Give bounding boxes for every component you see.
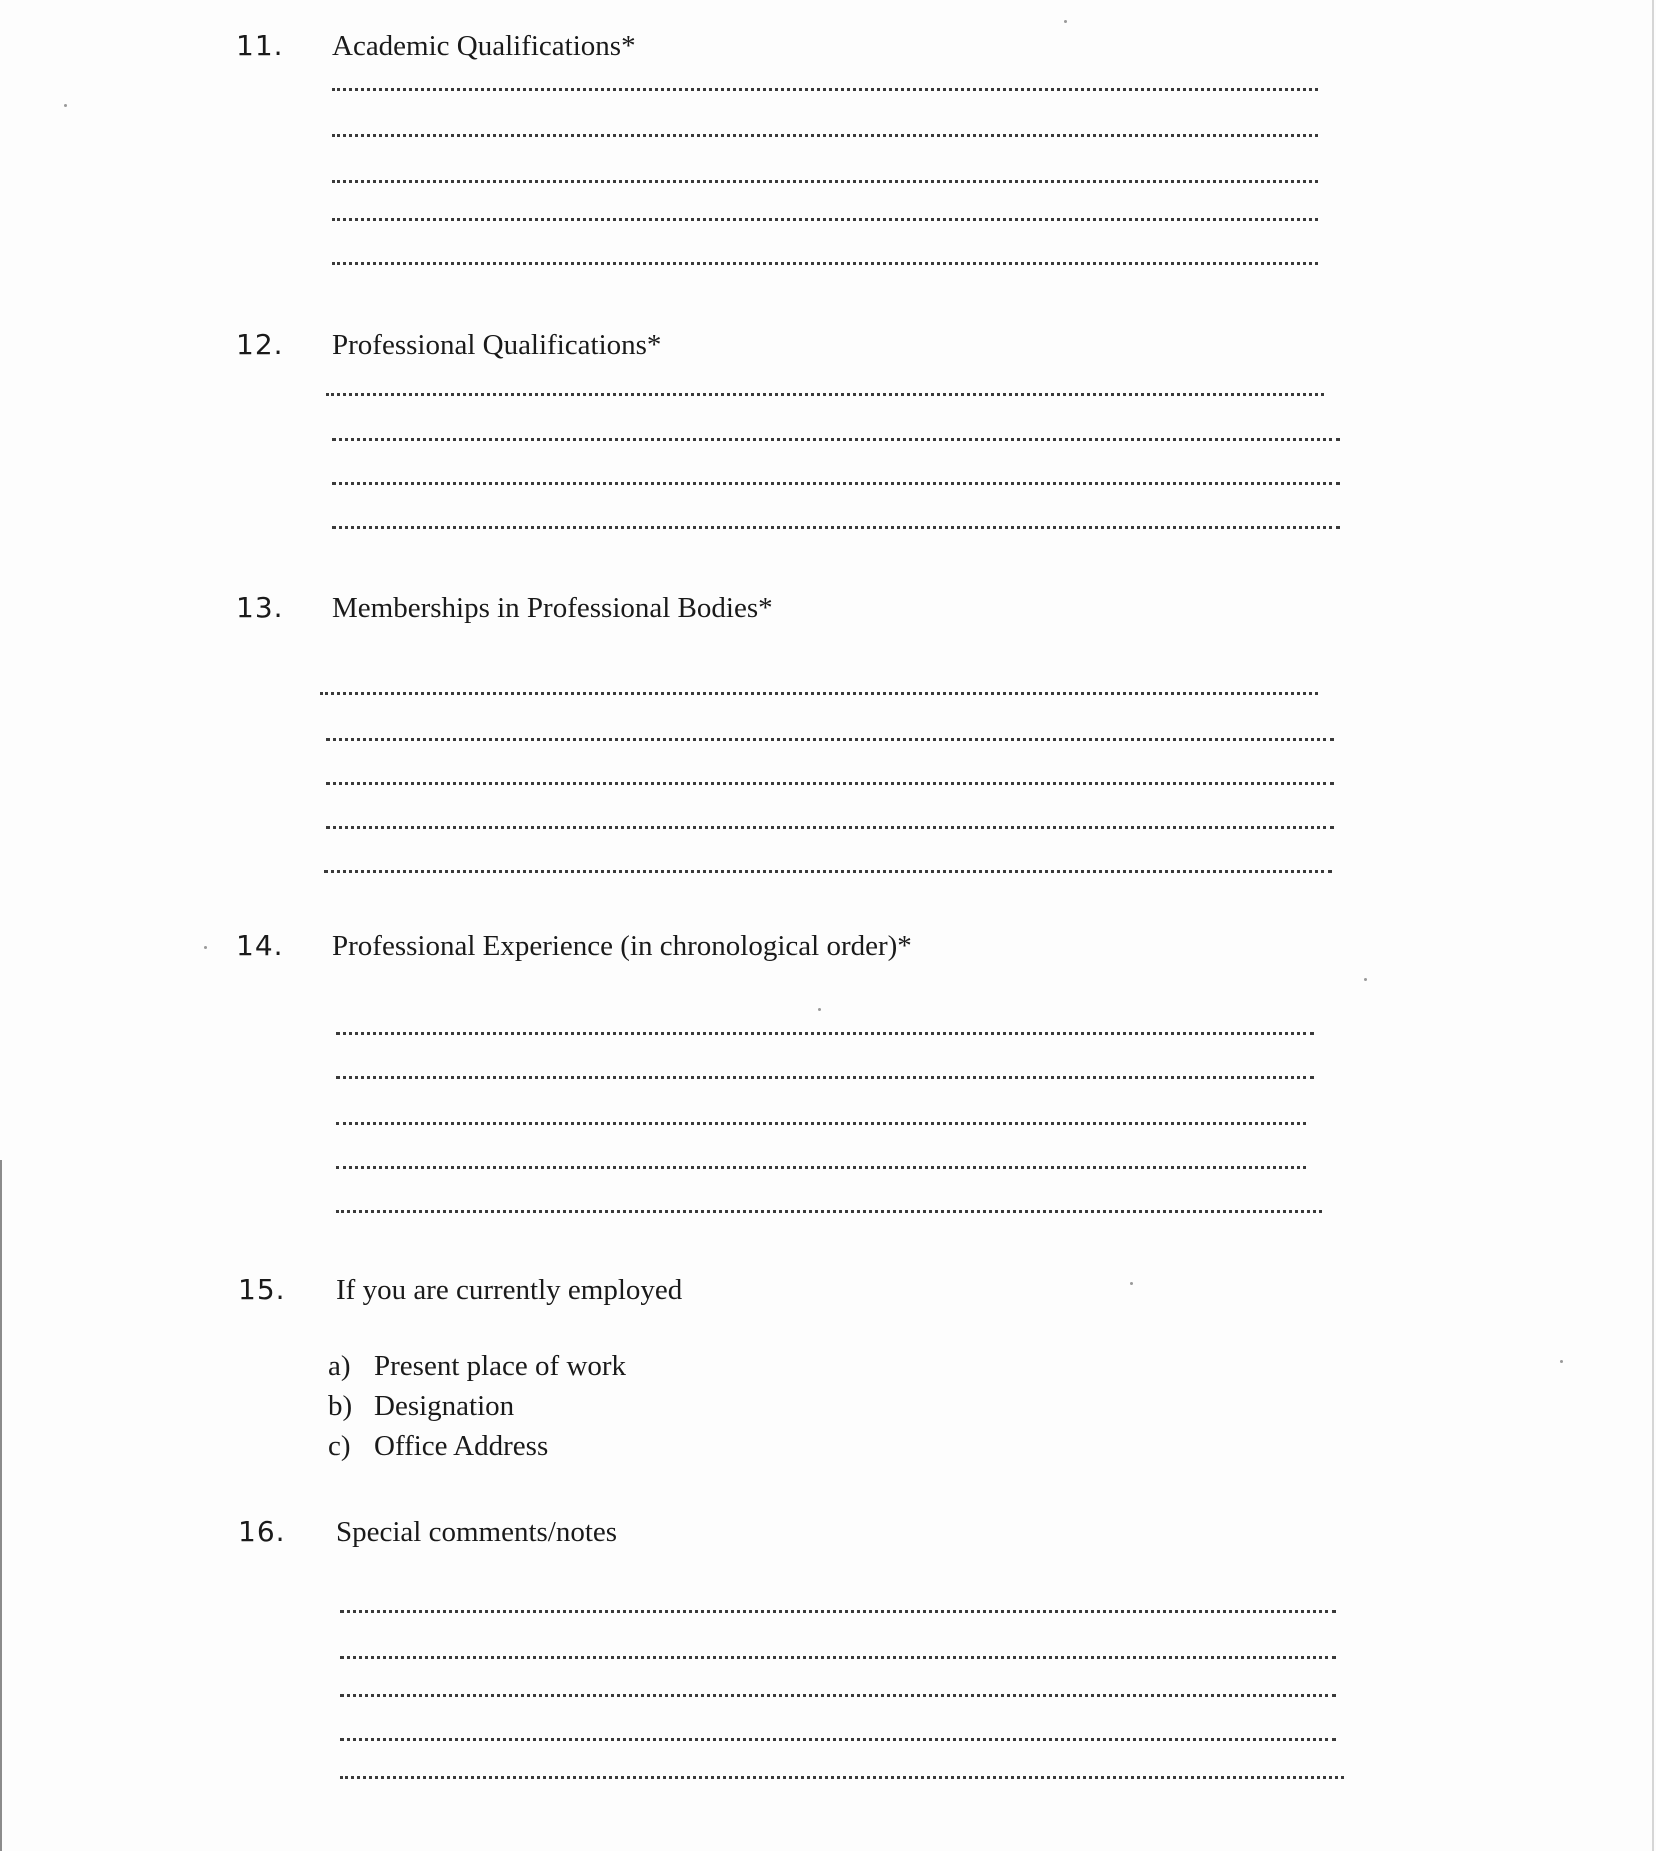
answer-line[interactable] — [340, 1656, 1336, 1659]
answer-line[interactable] — [332, 218, 1318, 221]
scan-speck — [1560, 1360, 1563, 1363]
item-label: Present place of work — [374, 1350, 627, 1382]
answer-line[interactable] — [332, 438, 1340, 441]
answer-line[interactable] — [332, 262, 1318, 265]
section-number: 14. — [236, 929, 284, 962]
answer-line[interactable] — [332, 482, 1340, 485]
item-marker: b) — [328, 1390, 353, 1422]
answer-line[interactable] — [336, 1076, 1314, 1079]
answer-line[interactable] — [340, 1738, 1336, 1741]
scan-speck — [204, 946, 207, 949]
answer-line[interactable] — [340, 1694, 1336, 1697]
answer-line[interactable] — [336, 1122, 1306, 1125]
answer-line[interactable] — [336, 1032, 1314, 1035]
answer-line[interactable] — [332, 180, 1318, 183]
item-marker: c) — [328, 1430, 351, 1462]
answer-line[interactable] — [332, 88, 1318, 91]
page-edge-left — [0, 1160, 2, 1851]
list-item — [328, 1426, 626, 1466]
section-title: If you are currently employed — [336, 1274, 683, 1306]
answer-line[interactable] — [336, 1166, 1306, 1169]
section-title: Academic Qualifications* — [332, 30, 636, 62]
section-title: Professional Qualifications* — [332, 329, 662, 361]
answer-line[interactable] — [336, 1210, 1322, 1213]
item-label: Office Address — [374, 1430, 549, 1462]
answer-line[interactable] — [320, 692, 1318, 695]
section-number: 13. — [236, 591, 284, 624]
item-marker: a) — [328, 1350, 351, 1382]
answer-line[interactable] — [332, 526, 1340, 529]
page-edge-right — [1652, 0, 1654, 1851]
answer-line[interactable] — [332, 134, 1318, 137]
answer-line[interactable] — [340, 1776, 1344, 1779]
section-number: 16. — [238, 1515, 286, 1548]
answer-line[interactable] — [326, 393, 1324, 396]
list-item — [328, 1386, 626, 1426]
section-number: 11. — [236, 29, 284, 62]
answer-line[interactable] — [326, 782, 1334, 785]
answer-line[interactable] — [326, 738, 1334, 741]
answer-line[interactable] — [340, 1610, 1336, 1613]
employment-details-list — [328, 1346, 626, 1466]
section-number: 15. — [238, 1273, 286, 1306]
answer-line[interactable] — [324, 870, 1332, 873]
scan-speck — [1064, 20, 1067, 23]
section-title: Special comments/notes — [336, 1516, 618, 1548]
scan-speck — [818, 1008, 821, 1011]
section-number: 12. — [236, 328, 284, 361]
section-title: Professional Experience (in chronological order)* — [332, 930, 912, 962]
scan-speck — [1364, 978, 1367, 981]
section-title: Memberships in Professional Bodies* — [332, 592, 773, 624]
answer-line[interactable] — [326, 826, 1334, 829]
item-label: Designation — [374, 1390, 515, 1422]
scan-speck — [1130, 1282, 1133, 1285]
scan-speck — [64, 104, 67, 107]
list-item — [328, 1346, 626, 1386]
